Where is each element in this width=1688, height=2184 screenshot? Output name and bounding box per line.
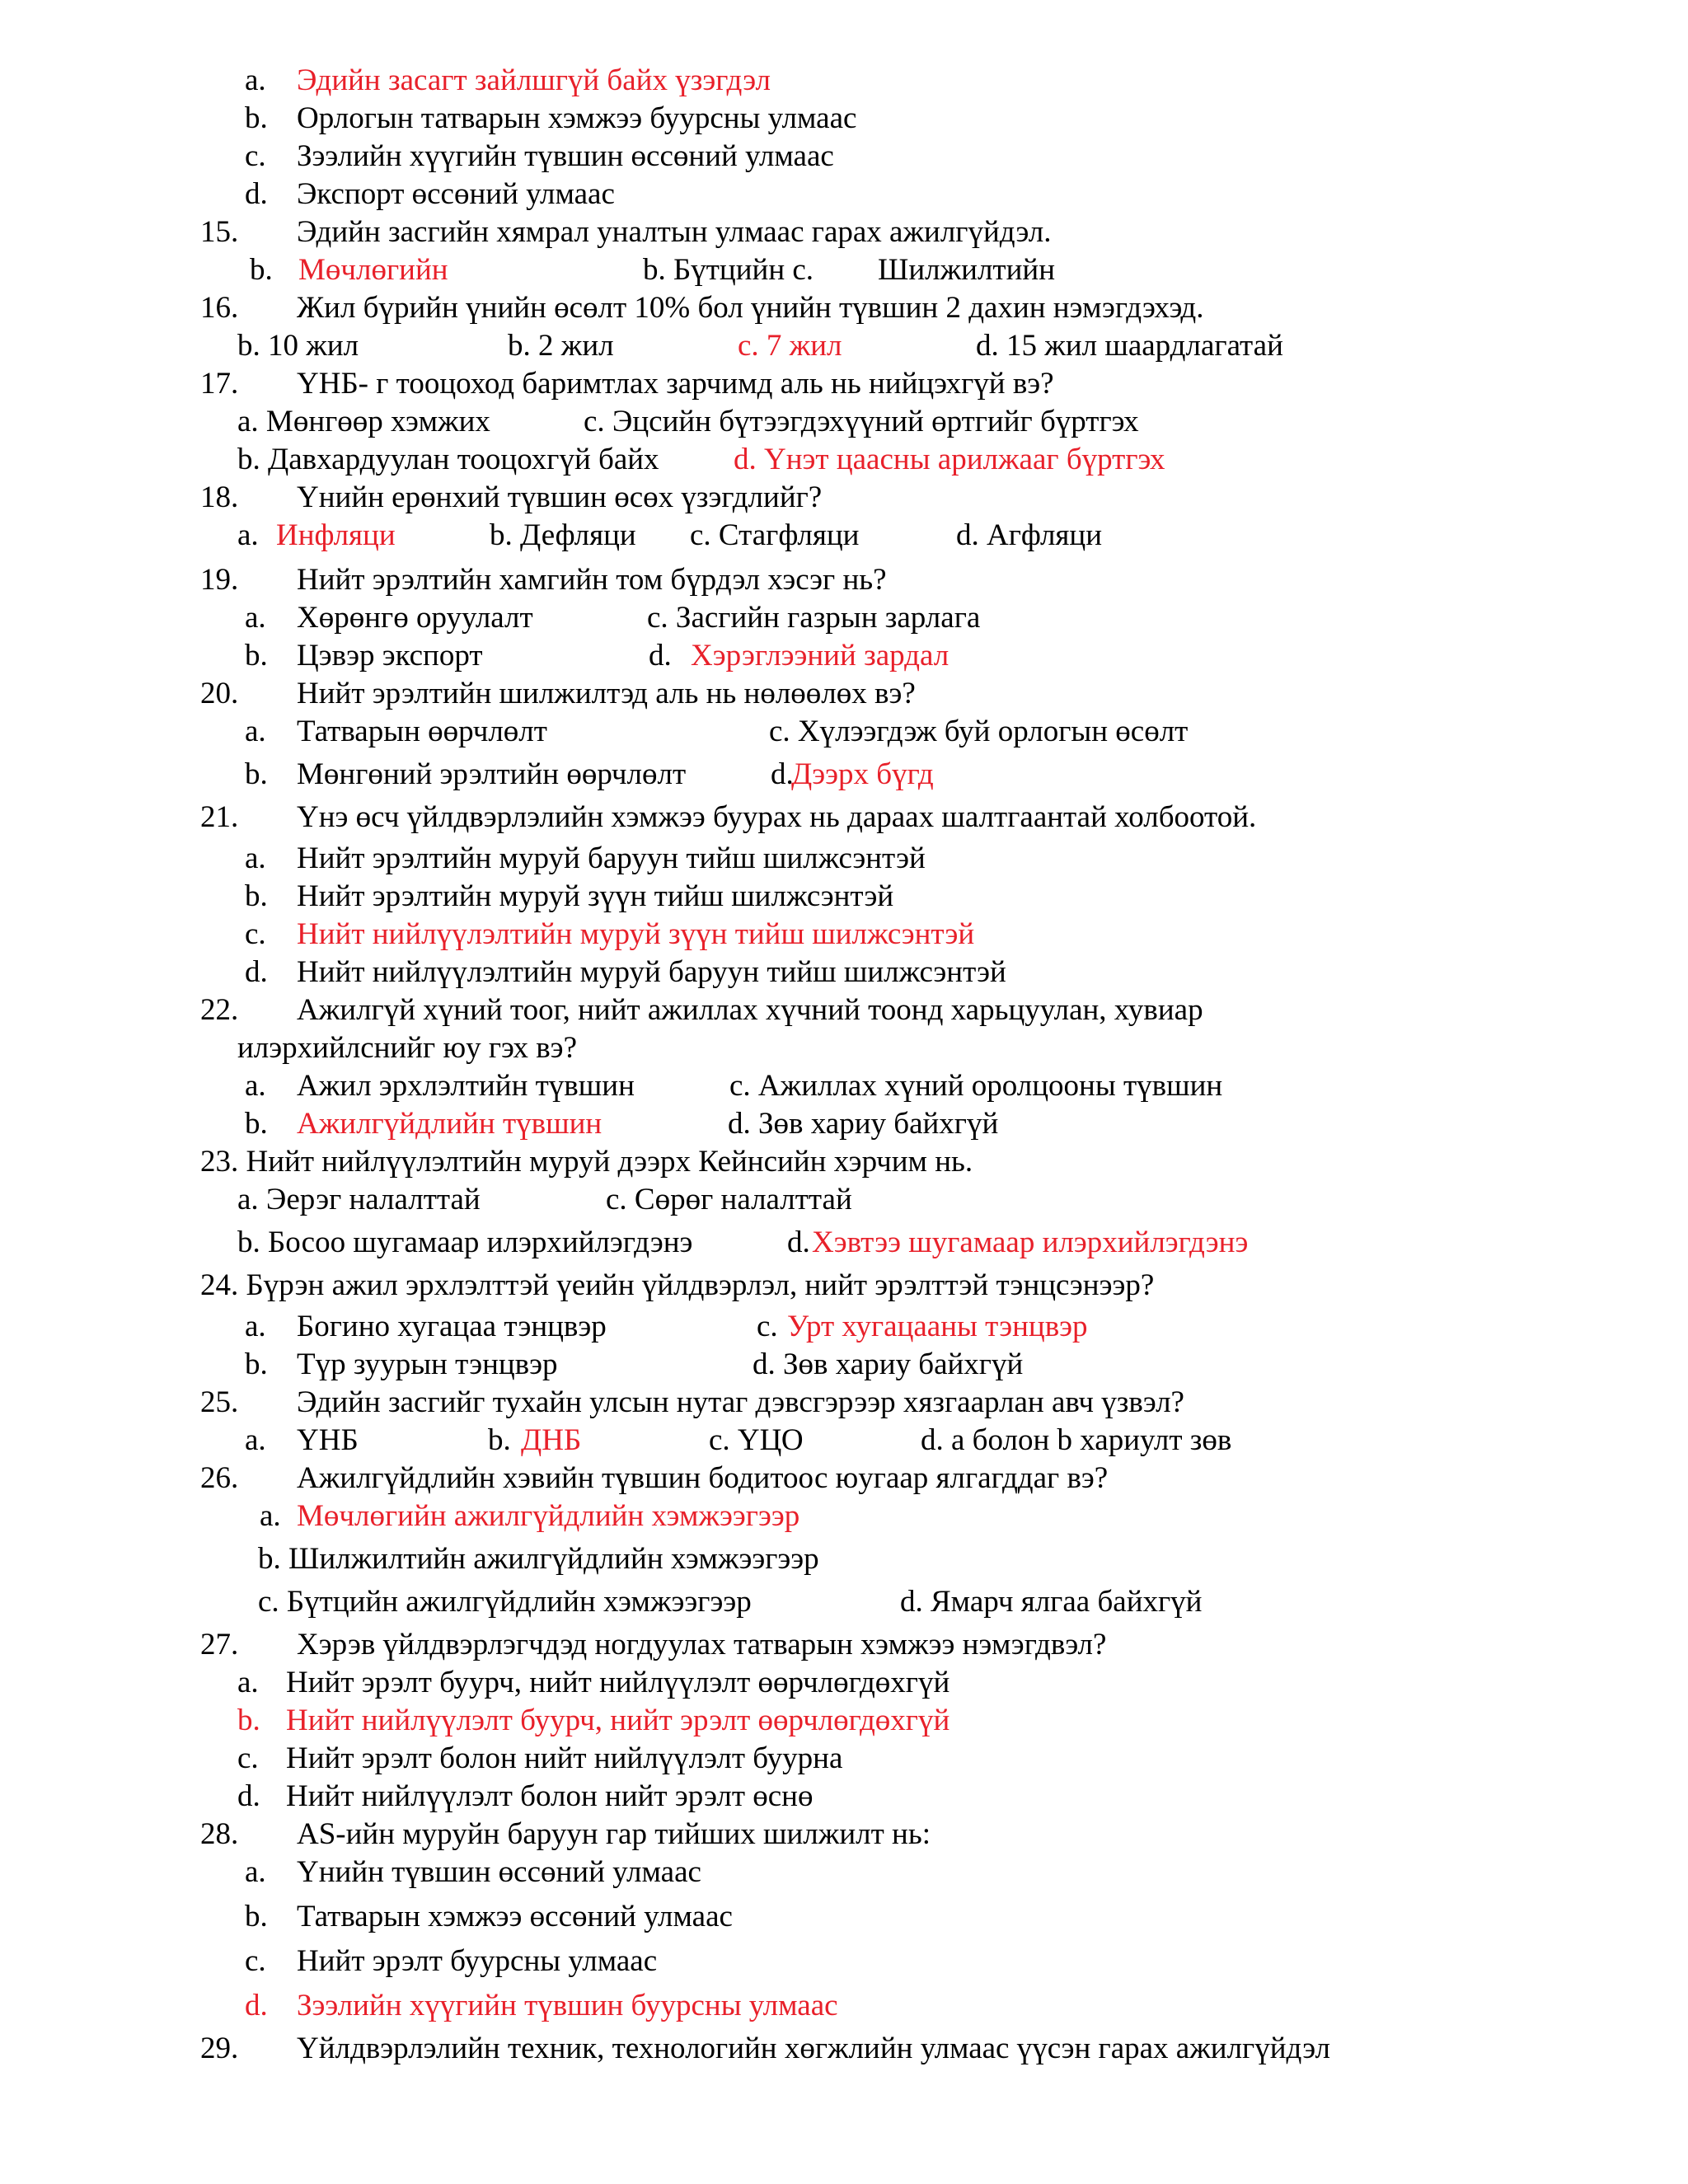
line-text-l35: c. ҮЦО — [709, 1423, 804, 1457]
line-text-l33: d. Зөв хариу байхгүй — [753, 1347, 1024, 1381]
line-marker-l27: b. — [245, 1107, 268, 1141]
line-text-l49: Зээлийн хүүгийн түвшин буурсны улмаас — [297, 1989, 838, 2022]
line-text-l41: Нийт эрэлт буурч, нийт нийлүүлэлт өөрчлөгдөхгүй — [286, 1666, 950, 1699]
line-marker-l35: a. — [245, 1423, 266, 1457]
line-marker-l40: 27. — [200, 1628, 239, 1661]
line-text-l27: d. Зөв хариу байхгүй — [728, 1107, 999, 1141]
line-marker-l43: c. — [237, 1741, 259, 1775]
line-text-l23: Нийт нийлүүлэлтийн муруй баруун тийш шилжсэнтэй — [297, 955, 1006, 989]
line-text-l45: AS-ийн муруйн баруун гар тийших шилжилт нь: — [297, 1817, 931, 1851]
line-marker-l45: 28. — [200, 1817, 239, 1851]
line-marker-l2: c. — [245, 139, 266, 173]
line-marker-l9: a. Мөнгөөр хэмжих — [237, 405, 490, 438]
line-text-l26: c. Ажиллах хүний оролцооны түвшин — [729, 1069, 1223, 1103]
line-text-l1: Орлогын татварын хэмжээ буурсны улмаас — [297, 101, 857, 135]
line-text-l15: d. — [649, 639, 672, 673]
line-marker-l6: 16. — [200, 291, 239, 325]
line-text-l9: c. Эцсийн бүтээгдэхүүний өртгийг бүртгэх — [584, 405, 1139, 438]
line-text-l36: Ажилгүйдлийн хэвийн түвшин бодитоос юугаар ялгагддаг вэ? — [297, 1461, 1109, 1495]
line-marker-l19: 21. — [200, 800, 239, 834]
line-text-l40: Хэрэв үйлдвэрлэгчдэд ногдуулах татварын хэмжээ нэмэгдвэл? — [297, 1628, 1107, 1661]
line-marker-l26: a. — [245, 1069, 266, 1103]
line-marker-l42: b. — [237, 1704, 260, 1737]
line-text-l16: Нийт эрэлтийн шилжилтэд аль нь нөлөөлөх вэ? — [297, 677, 916, 710]
line-text-l39: d. Ямарч ялгаа байхгүй — [900, 1585, 1203, 1619]
line-text-l37: Мөчлөгийн ажилгүйдлийн хэмжээгээр — [297, 1499, 800, 1533]
line-text-l14: c. Засгийн газрын зарлага — [647, 601, 981, 635]
line-marker-l33: b. — [245, 1347, 268, 1381]
line-text-l47: Татварын хэмжээ өссөний улмаас — [297, 1900, 733, 1933]
line-marker-l0: a. — [245, 63, 266, 97]
line-text-l5: Мөчлөгийн — [298, 253, 448, 287]
line-text-l50: Үйлдвэрлэлийн техник, технологийн хөгжлийн улмаас үүсэн гарах ажилгүйдэл — [297, 2032, 1330, 2065]
line-text-l29: c. Сөрөг налалттай — [606, 1183, 852, 1216]
line-marker-l7: b. 10 жил — [237, 329, 359, 363]
line-text-l12: c. Стагфляци — [690, 518, 860, 552]
line-text-l18: Мөнгөний эрэлтийн өөрчлөлт — [297, 757, 687, 791]
line-text-l32: Богино хугацаа тэнцвэр — [297, 1310, 607, 1343]
line-text-l4: Эдийн засгийн хямрал уналтын улмаас гарах ажилгүйдэл. — [297, 215, 1052, 249]
line-text-l12: d. Агфляци — [956, 518, 1103, 552]
line-marker-l46: a. — [245, 1855, 266, 1889]
line-text-l34: Эдийн засгийг тухайн улсын нутаг дэвсгэрээр хязгаарлан авч үзвэл? — [297, 1385, 1184, 1419]
line-marker-l36: 26. — [200, 1461, 239, 1495]
line-marker-l1: b. — [245, 101, 268, 135]
line-text-l46: Үнийн түвшин өссөний улмаас — [297, 1855, 701, 1889]
line-marker-l50: 29. — [200, 2032, 239, 2065]
line-text-l35: d. a болон b хариулт зөв — [921, 1423, 1232, 1457]
line-marker-l21: b. — [245, 879, 268, 913]
line-text-l3: Экспорт өссөний улмаас — [297, 177, 615, 211]
line-text-l32: c. — [757, 1310, 778, 1343]
line-text-l17: Татварын өөрчлөлт — [297, 715, 547, 748]
line-marker-l29: a. Эерэг налалттай — [237, 1183, 481, 1216]
line-text-l5: b. Бүтцийн c. — [643, 253, 814, 287]
line-text-l13: Нийт эрэлтийн хамгийн том бүрдэл хэсэг нь? — [297, 563, 887, 597]
line-text-l32: Урт хугацааны тэнцвэр — [787, 1310, 1088, 1343]
line-text-l7: d. 15 жил шаардлагатай — [976, 329, 1283, 363]
line-text-l21: Нийт эрэлтийн муруй зүүн тийш шилжсэнтэй — [297, 879, 894, 913]
line-marker-l8: 17. — [200, 367, 239, 401]
line-marker-l4: 15. — [200, 215, 239, 249]
line-text-l35: ҮНБ — [297, 1423, 359, 1457]
line-marker-l15: b. — [245, 639, 268, 673]
line-text-l14: Хөрөнгө оруулалт — [297, 601, 533, 635]
line-text-l6: Жил бүрийн үнийн өсөлт 10% бол үнийн түвшин 2 дахин нэмэгдэхэд. — [297, 291, 1204, 325]
line-marker-l30: b. Босоо шугамаар илэрхийлэгдэнэ — [237, 1226, 693, 1259]
line-text-l48: Нийт эрэлт буурсны улмаас — [297, 1944, 658, 1978]
line-text-l5: Шилжилтийн — [878, 253, 1055, 287]
line-text-l42: Нийт нийлүүлэлт буурч, нийт эрэлт өөрчлөгдөхгүй — [286, 1704, 950, 1737]
line-text-l26: Ажил эрхлэлтийн түвшин — [297, 1069, 635, 1103]
line-marker-l11: 18. — [200, 480, 239, 514]
line-marker-l5: b. — [250, 253, 273, 287]
line-marker-l34: 25. — [200, 1385, 239, 1419]
line-marker-l28: 23. Нийт нийлүүлэлтийн муруй дээрх Кейнсийн хэрчим нь. — [200, 1145, 973, 1179]
line-marker-l10: b. Давхардуулан тооцохгүй байх — [237, 443, 659, 476]
line-text-l43: Нийт эрэлт болон нийт нийлүүлэлт буурна — [286, 1741, 843, 1775]
line-marker-l48: c. — [245, 1944, 266, 1978]
line-text-l7: b. 2 жил — [508, 329, 614, 363]
line-text-l19: Үнэ өсч үйлдвэрлэлийн хэмжээ буурах нь дараах шалтгаантай холбоотой. — [297, 800, 1257, 834]
line-marker-l23: d. — [245, 955, 268, 989]
line-marker-l22: c. — [245, 917, 266, 951]
line-text-l18: d. — [771, 757, 794, 791]
line-marker-l41: a. — [237, 1666, 259, 1699]
line-text-l7: c. 7 жил — [738, 329, 842, 363]
line-text-l30: Хэвтээ шугамаар илэрхийлэгдэнэ — [812, 1226, 1249, 1259]
line-marker-l39: c. Бүтцийн ажилгүйдлийн хэмжээгээр — [258, 1585, 752, 1619]
line-text-l2: Зээлийн хүүгийн түвшин өссөний улмаас — [297, 139, 834, 173]
line-text-l44: Нийт нийлүүлэлт болон нийт эрэлт өснө — [286, 1779, 814, 1813]
line-marker-l20: a. — [245, 841, 266, 875]
line-text-l35: b. — [488, 1423, 511, 1457]
line-text-l17: c. Хүлээгдэж буй орлогын өсөлт — [769, 715, 1189, 748]
line-marker-l31: 24. Бүрэн ажил эрхлэлттэй үеийн үйлдвэрлэл, нийт эрэлттэй тэнцсэнээр? — [200, 1268, 1155, 1302]
line-marker-l49: d. — [245, 1989, 268, 2022]
line-text-l18: Дээрх бүгд — [791, 757, 934, 791]
line-text-l20: Нийт эрэлтийн муруй баруун тийш шилжсэнтэй — [297, 841, 926, 875]
line-marker-l12: a. — [237, 518, 259, 552]
line-text-l11: Үнийн ерөнхий түвшин өсөх үзэгдлийг? — [297, 480, 823, 514]
line-marker-l38: b. Шилжилтийн ажилгүйдлийн хэмжээгээр — [258, 1542, 819, 1576]
line-marker-l32: a. — [245, 1310, 266, 1343]
line-text-l15: Цэвэр экспорт — [297, 639, 483, 673]
line-text-l0: Эдийн засагт зайлшгүй байх үзэгдэл — [297, 63, 771, 97]
line-marker-l24: 22. — [200, 993, 239, 1027]
line-marker-l47: b. — [245, 1900, 268, 1933]
line-text-l30: d. — [787, 1226, 810, 1259]
line-marker-l37: a. — [260, 1499, 281, 1533]
line-text-l27: Ажилгүйдлийн түвшин — [297, 1107, 603, 1141]
line-marker-l18: b. — [245, 757, 268, 791]
line-text-l22: Нийт нийлүүлэлтийн муруй зүүн тийш шилжсэнтэй — [297, 917, 975, 951]
line-marker-l14: a. — [245, 601, 266, 635]
line-marker-l44: d. — [237, 1779, 260, 1813]
line-text-l12: b. Дефляци — [490, 518, 636, 552]
line-marker-l3: d. — [245, 177, 268, 211]
line-text-l12: Инфляци — [276, 518, 396, 552]
line-text-l33: Түр зуурын тэнцвэр — [297, 1347, 558, 1381]
line-text-l8: ҮНБ- г тооцоход баримтлах зарчимд аль нь нийцэхгүй вэ? — [297, 367, 1054, 401]
line-text-l15: Хэрэглээний зардал — [691, 639, 950, 673]
line-marker-l25: илэрхийлснийг юу гэх вэ? — [237, 1031, 577, 1065]
line-text-l10: d. Үнэт цаасны арилжааг бүртгэх — [734, 443, 1165, 476]
line-marker-l16: 20. — [200, 677, 239, 710]
line-text-l35: ДНБ — [521, 1423, 582, 1457]
line-marker-l13: 19. — [200, 563, 239, 597]
line-marker-l17: a. — [245, 715, 266, 748]
line-text-l24: Ажилгүй хүний тоог, нийт ажиллах хүчний тоонд харьцуулан, хувиар — [297, 993, 1203, 1027]
